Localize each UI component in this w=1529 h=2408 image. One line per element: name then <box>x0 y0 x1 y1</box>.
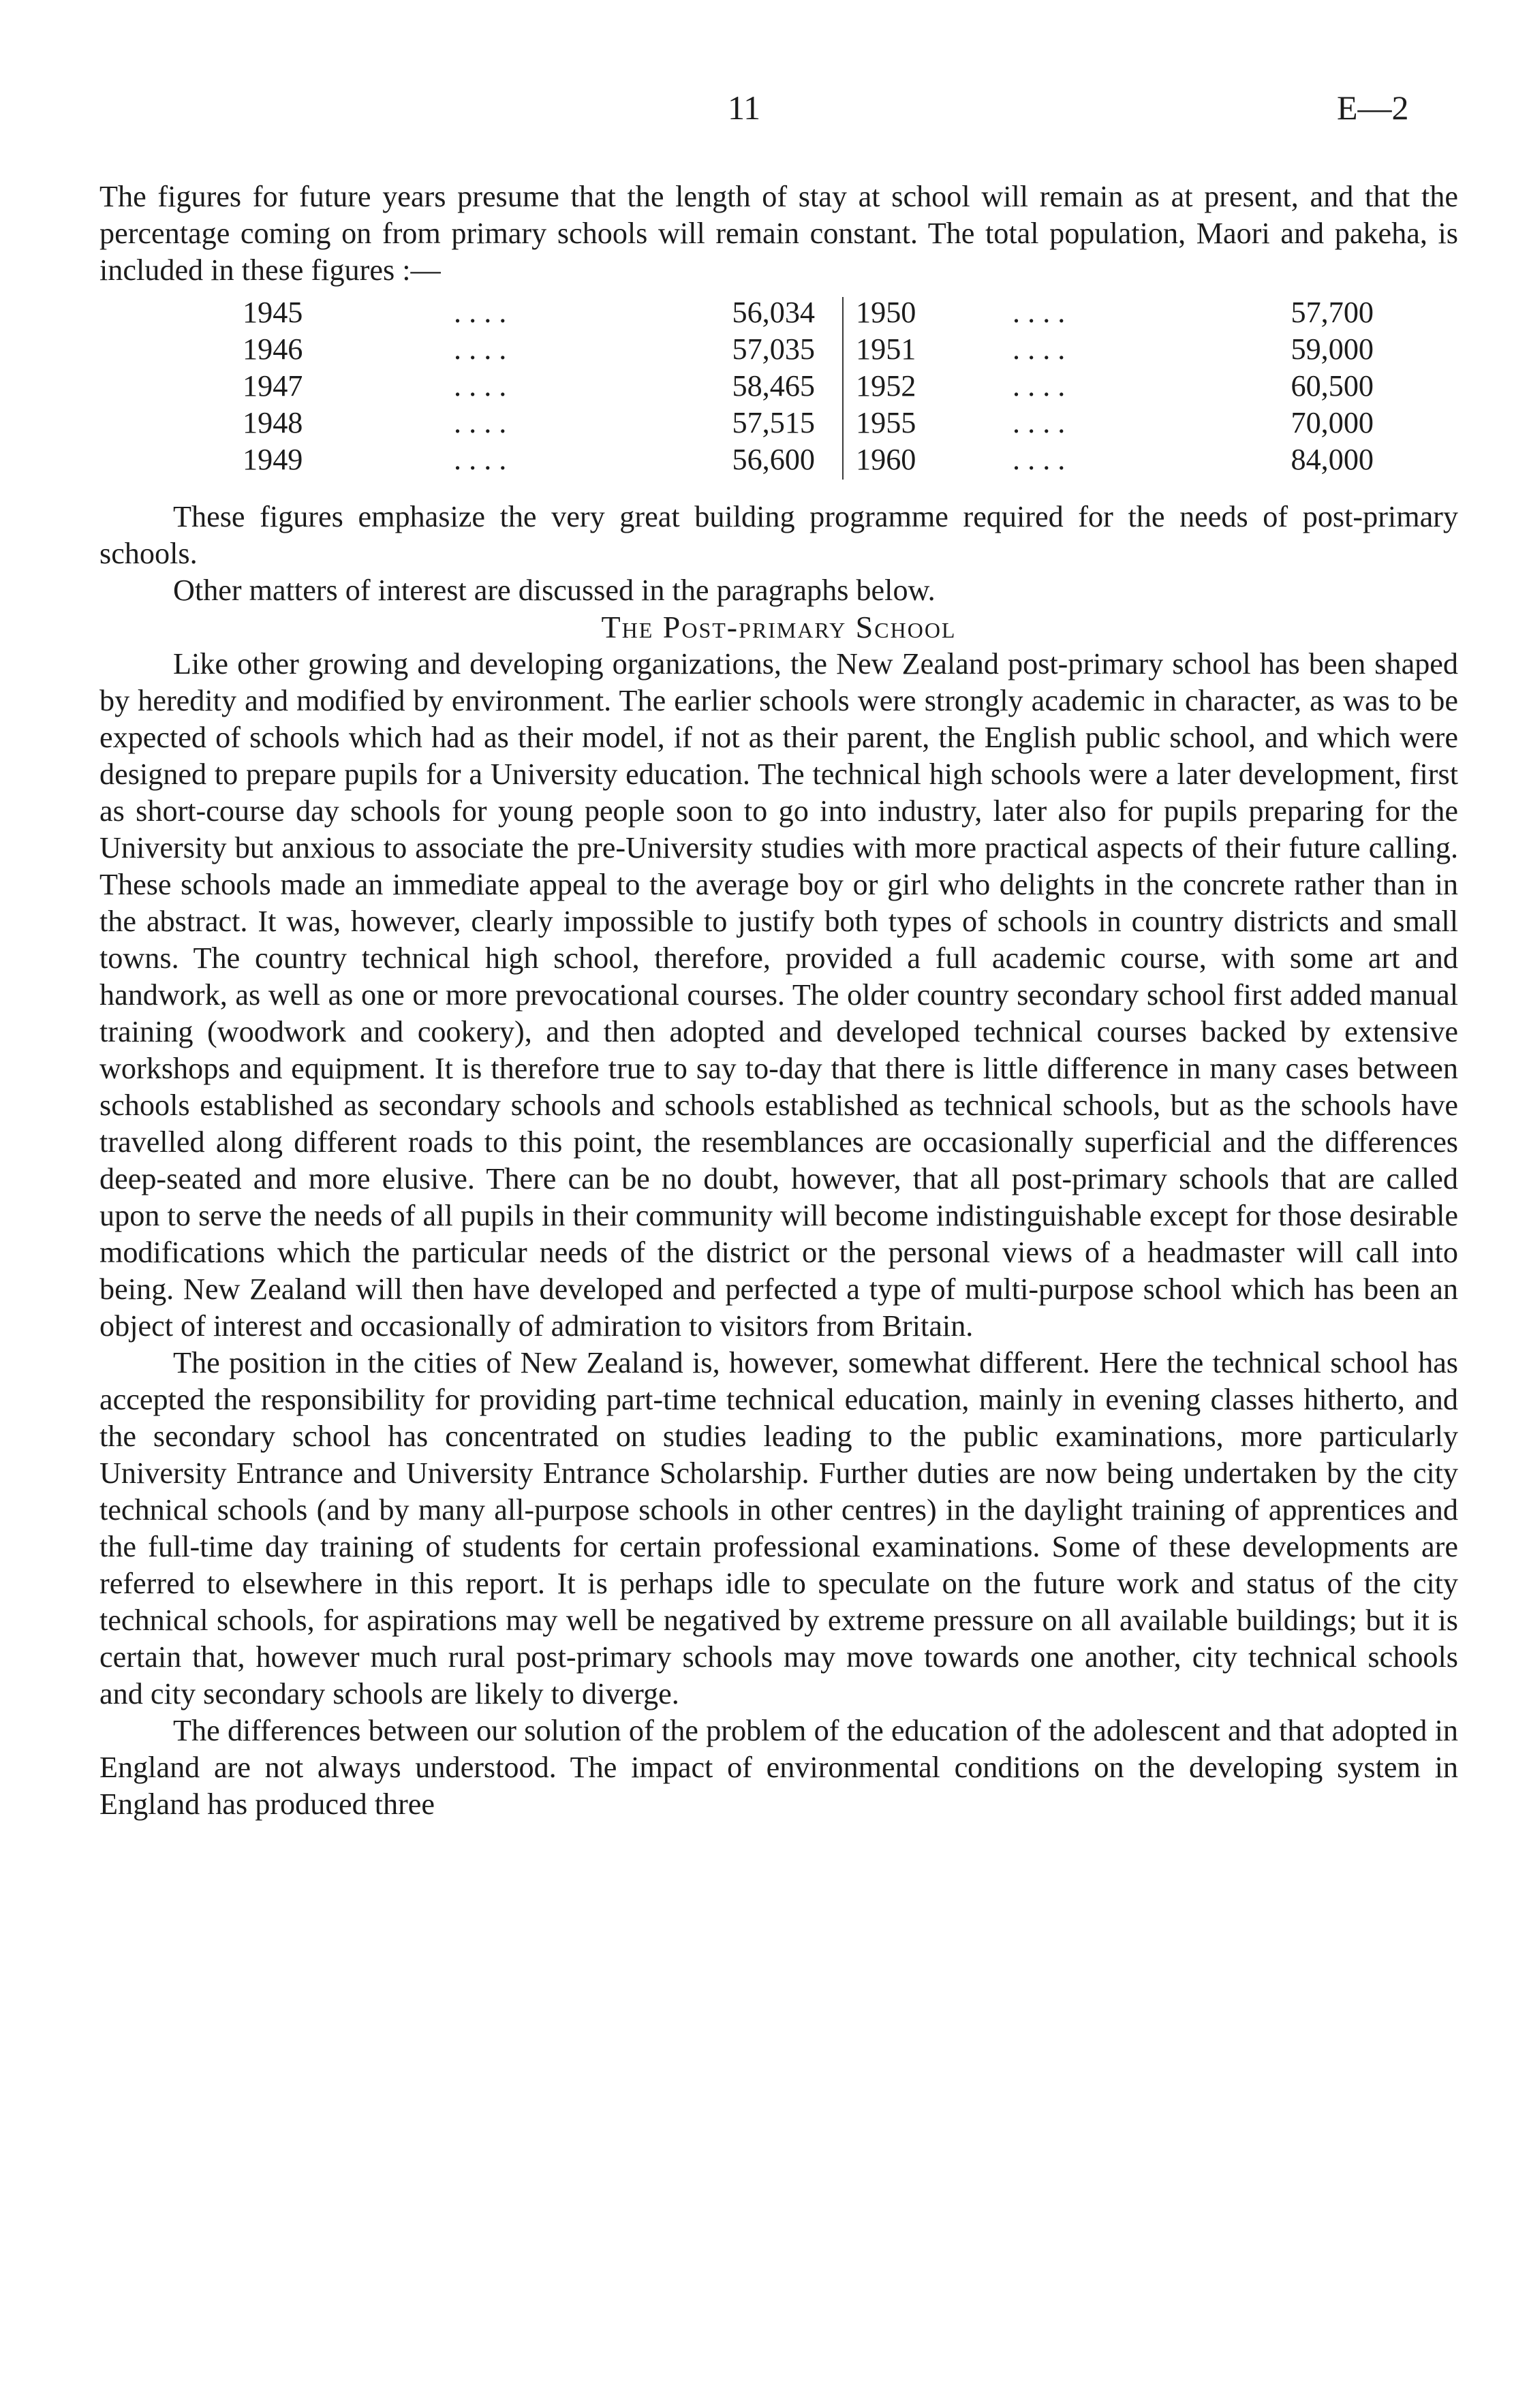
table-right-years <box>856 294 916 478</box>
table-cell-year: 1947 <box>243 369 303 403</box>
leader-dots: . . . . <box>1013 296 1066 329</box>
table-cell-value: 57,515 <box>732 406 815 439</box>
table-cell-value: 57,035 <box>732 332 815 366</box>
leader-dots: . . . . <box>454 443 507 476</box>
population-table <box>99 289 1458 480</box>
table-cell-year: 1945 <box>243 296 303 329</box>
table-cell-year: 1948 <box>243 406 303 439</box>
document-body <box>99 178 1458 1823</box>
table-cell-year: 1951 <box>856 332 916 366</box>
table-cell-value: 84,000 <box>1291 443 1374 476</box>
leader-dots: . . . . <box>454 369 507 403</box>
table-cell-year: 1955 <box>856 406 916 439</box>
leader-dots: . . . . <box>1013 332 1066 366</box>
table-left-leaders <box>454 294 506 478</box>
paragraph: Like other growing and developing organizations, the New Zealand post-primary school has been shaped by heredity and modified by environment. The earlier schools were strongly academic in character, as was to be expected of schools which had as their model, if not as their parent, the English public school, and which were designed to prepare pupils for a University education. The technical high schools were a later development, first as short-course day schools for young people soon to go into industry, later also for pupils preparing for the University but anxious to associate the pre-University studies with more practical aspects of their future calling. These schools made an immediate appeal to the average boy or girl who delights in the concrete rather than in the abstract. It was, however, clearly impossible to justify both types of schools in country districts and small towns. The country technical high school, therefore, provided a full academic course, with some art and handwork, as well as one or more prevocational courses. The older country secondary school first added manual training (woodwork and cookery), and then adopted and developed technical courses backed by extensive workshops and equipment. It is therefore true to say to-day that there is little difference in many cases between schools established as secondary schools and schools established as technical schools, but as the schools have travelled along different roads to this point, the resemblances are occasionally superficial and the differences deep-seated and more elusive. There can be no doubt, however, that all post-primary schools that are called upon to serve the needs of all pupils in their community will become indistinguishable except for those desirable modifications which the particular needs of the district or the personal views of a headmaster will call into being. New Zealand will then have developed and perfected a type of multi-purpose school which has been an object of interest and occasionally of admiration to visitors from Britain. <box>99 647 1458 1343</box>
table-cell-value: 56,600 <box>732 443 815 476</box>
intro-paragraph: The figures for future years presume that the length of stay at school will remain as at present, and that the percentage coming on from primary schools will remain constant. The total population, Maori and pakeha, is included in these figures :— <box>99 180 1458 287</box>
paragraph: The differences between our solution of the problem of the education of the adolescent and that adopted in England are not always understood. The impact of environmental conditions on the developing system in England has produced three <box>99 1714 1458 1821</box>
table-cell-year: 1950 <box>856 296 916 329</box>
table-cell-value: 57,700 <box>1291 296 1374 329</box>
leader-dots: . . . . <box>454 332 507 366</box>
table-left-years <box>243 294 303 478</box>
page-header <box>0 87 1529 142</box>
table-cell-value: 59,000 <box>1291 332 1374 366</box>
leader-dots: . . . . <box>1013 443 1066 476</box>
table-cell-value: 56,034 <box>732 296 815 329</box>
section-heading: The Post-primary School <box>601 610 957 644</box>
paragraph: Other matters of interest are discussed in the paragraphs below. <box>173 574 936 607</box>
leader-dots: . . . . <box>454 296 507 329</box>
leader-dots: . . . . <box>454 406 507 439</box>
paragraph: These figures emphasize the very great building programme required for the needs of post-primary schools. <box>99 500 1458 570</box>
table-cell-year: 1949 <box>243 443 303 476</box>
page-number: 11 <box>728 89 761 127</box>
table-cell-value: 58,465 <box>732 369 815 403</box>
table-right-values <box>1196 294 1374 478</box>
table-cell-value: 70,000 <box>1291 406 1374 439</box>
table-cell-year: 1946 <box>243 332 303 366</box>
leader-dots: . . . . <box>1013 369 1066 403</box>
table-cell-year: 1952 <box>856 369 916 403</box>
paragraph: The position in the cities of New Zealand is, however, somewhat different. Here the technical school has accepted the responsibility for providing part-time technical education, mainly in evening classes hitherto, and the secondary school has concentrated on studies leading to the public examinations, more particularly University Entrance and University Entrance Scholarship. Further duties are now being undertaken by the city technical schools (and by many all-purpose schools in other centres) in the daylight training of apprentices and the full-time day training of students for certain professional examinations. Some of these developments are referred to elsewhere in this report. It is perhaps idle to speculate on the future work and status of the city technical schools, for aspirations may well be negatived by extreme pressure on all available buildings; but it is certain that, however much rural post-primary schools may move towards one another, city technical schools and city secondary schools are likely to diverge. <box>99 1346 1458 1710</box>
table-cell-year: 1960 <box>856 443 916 476</box>
leader-dots: . . . . <box>1013 406 1066 439</box>
table-cell-value: 60,500 <box>1291 369 1374 403</box>
table-divider <box>842 297 844 480</box>
table-left-values <box>638 294 815 478</box>
table-right-leaders <box>1013 294 1065 478</box>
document-code: E—2 <box>1337 89 1409 127</box>
